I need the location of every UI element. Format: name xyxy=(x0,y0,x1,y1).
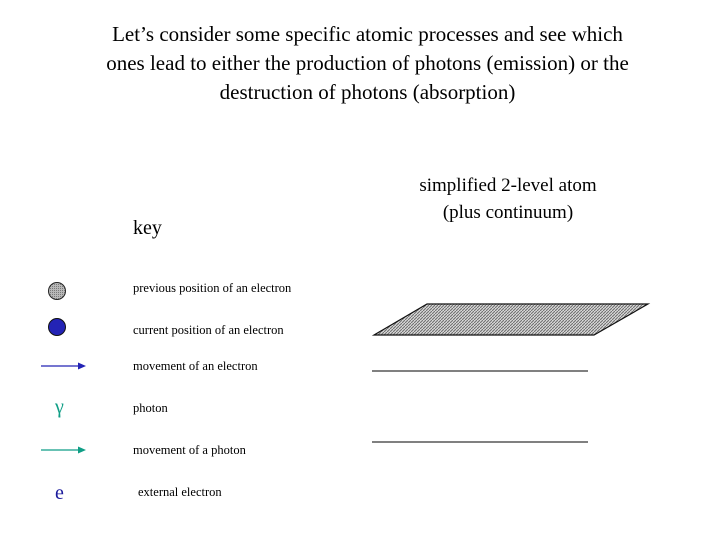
electron-movement-arrow-icon xyxy=(40,360,88,372)
intro-line-1: Let’s consider some specific atomic processes and see which xyxy=(112,22,623,46)
intro-text xyxy=(40,20,695,107)
intro-line-3: destruction of photons (absorption) xyxy=(219,80,516,104)
diagram-title xyxy=(368,172,648,226)
key-label-electron-movement: movement of an electron xyxy=(133,359,258,373)
atom-level-diagram xyxy=(360,296,660,456)
diagram-title-line-2: (plus continuum) xyxy=(442,202,574,223)
current-electron-icon xyxy=(46,316,68,338)
key-label-previous-electron: previous position of an electron xyxy=(133,281,292,295)
intro-line-2: ones lead to either the production of photons (emission) or the xyxy=(106,51,629,75)
key-label-current-electron: current position of an electron xyxy=(133,323,284,337)
photon-movement-arrow-icon xyxy=(40,444,88,456)
photon-gamma-icon: γ xyxy=(55,396,64,418)
key-label-photon-movement: movement of a photon xyxy=(133,443,246,457)
continuum-band xyxy=(374,304,648,335)
key-heading: key xyxy=(133,217,162,239)
diagram-title-line-1: simplified 2-level atom xyxy=(419,175,597,196)
external-electron-icon: e xyxy=(55,482,64,504)
key-label-external-electron: external electron xyxy=(138,485,222,499)
previous-electron-icon xyxy=(46,280,68,302)
key-label-photon: photon xyxy=(133,401,168,415)
